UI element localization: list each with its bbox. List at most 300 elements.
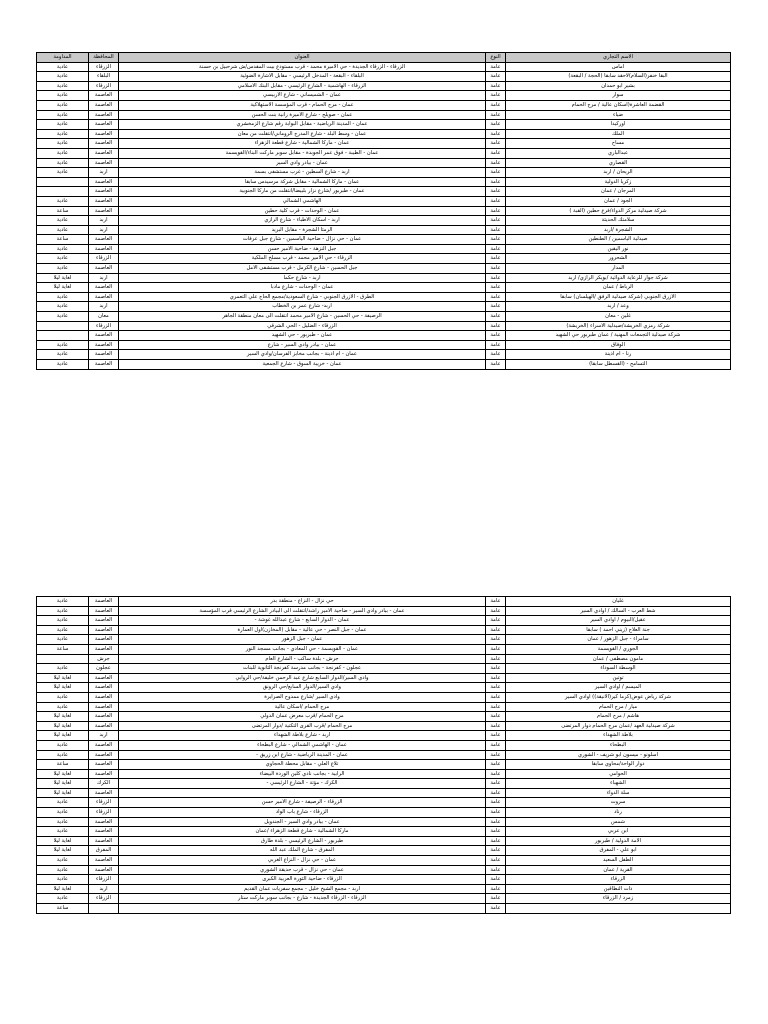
cell-gov: العاصمة [89,110,119,120]
cell-shift: عادية [37,817,89,827]
cell-name: شط العرب - السالك / اوادي السير [506,606,731,616]
table-row [37,616,731,626]
cell-shift: ساعة [37,235,89,245]
table-row [37,836,731,846]
table-row [37,894,731,904]
cell-name: بلاطة الشهداء [506,731,731,741]
cell-shift: عادية [37,865,89,875]
cell-gov: العاصمة [89,616,119,626]
cell-address: حي نزال - النزاع - منطقة بدر [119,597,486,607]
cell-gov: العاصمة [89,750,119,760]
table-row [37,129,731,139]
cell-address [119,904,486,914]
cell-type: عامة [486,808,506,818]
cell-address: عمان - جبل الزهور [119,635,486,645]
cell-gov: العاصمة [89,740,119,750]
cell-type: عامة [486,350,506,360]
cell-gov: العاصمة [89,235,119,245]
cell-type: عامة [486,120,506,130]
table-row [37,321,731,331]
cell-address: عمان - وسط البلد - شارع المدرج الروماني/انتقلت من معان [119,129,486,139]
cell-shift: عادية [37,148,89,158]
cell-address: الرمثا الشجرة - مقابل البريد [119,225,486,235]
cell-name: الوفاق [506,340,731,350]
cell-name: اوركيدا [506,120,731,130]
cell-address: الزرقاء - شارع باب الواد [119,808,486,818]
cell-shift: عادية [37,597,89,607]
cell-gov: العاصمة [89,139,119,149]
cell-gov: العاصمة [89,196,119,206]
cell-shift: لغاية ليلا [37,283,89,293]
cell-address: الرابية - بجانب نادي كلين الوردة البيضاء [119,769,486,779]
cell-type: عامة [486,302,506,312]
cell-gov: العاصمة [89,148,119,158]
table-row [37,683,731,693]
cell-address: اربد - اسكان الاطباء - شارع الرازي [119,216,486,226]
cell-address: عمان - الوحدات - قرب كلية حطين [119,206,486,216]
table-row [37,884,731,894]
cell-type: عامة [486,264,506,274]
cell-shift: عادية [37,168,89,178]
cell-gov: العاصمة [89,264,119,274]
cell-name: سروت [506,798,731,808]
table-row [37,292,731,302]
table-row [37,62,731,72]
cell-shift: عادية [37,702,89,712]
cell-address: عمان - مرج الحمام - قرب المؤسسة الاستهلاكية [119,100,486,110]
table-row [37,81,731,91]
cell-address: الزرقاء - الضليل - الحي الشرقي [119,321,486,331]
cell-type: عامة [486,664,506,674]
cell-name: شركة صيدلية التجمعات المهنية / عمان طبربور حي الشهيد [506,331,731,341]
cell-name: ابو علي - المفرق [506,846,731,856]
cell-gov: العاصمة [89,712,119,722]
cell-address: الطرق - الازرق الجنوبي - شارع السعودية/مجمع الحاج علي التعمري [119,292,486,302]
cell-type: عامة [486,654,506,664]
table-row [37,254,731,264]
cell-name: شركة صيدلية مركز الدواء/فرع حطين (القبة ) [506,206,731,216]
cell-type: عامة [486,760,506,770]
cell-gov: العاصمة [89,100,119,110]
cell-address: الهاشمي الشمالي [119,196,486,206]
cell-name: مامون مصطفى / عمان [506,654,731,664]
cell-address: وادي السير /شارع ممدوح الصرايرة [119,692,486,702]
cell-type: عامة [486,129,506,139]
cell-name: المدار [506,264,731,274]
cell-type: عامة [486,273,506,283]
cell-type: عامة [486,779,506,789]
cell-type: عامة [486,721,506,731]
cell-type: عامة [486,606,506,616]
cell-gov: العاصمة [89,836,119,846]
cell-gov: اربد [89,168,119,178]
cell-type: عامة [486,321,506,331]
cell-gov: العاصمة [89,692,119,702]
cell-address: البلقاء - البقعة - المدخل الرئيسي - مقابل الاشارة الضوئية [119,72,486,82]
cell-name: رنا - ام اذينة [506,350,731,360]
cell-type: عامة [486,731,506,741]
cell-name: دوار الواحة/محاوي سابقا [506,760,731,770]
cell-shift: عادية [37,798,89,808]
cell-name: التسامح - (القسطل سابقا) [506,360,731,370]
table-header-row [37,53,731,63]
header-name: الاسم التجاري [506,53,731,63]
cell-name: الريحان / اربد [506,168,731,178]
table-row [37,331,731,341]
cell-name [506,904,731,914]
cell-gov: العاصمة [89,856,119,866]
table-row [37,360,731,370]
table-row [37,283,731,293]
table-row [37,168,731,178]
table-row [37,769,731,779]
cell-type: عامة [486,616,506,626]
cell-shift: عادية [37,225,89,235]
cell-shift [37,177,89,187]
cell-type: عامة [486,597,506,607]
cell-name: الزرقاء [506,875,731,885]
cell-shift: عادية [37,894,89,904]
cell-name: نور اليقين [506,244,731,254]
cell-gov: البلقاء [89,72,119,82]
cell-address: الزرقاء - الرصيفة - شارع الامير حسن [119,798,486,808]
cell-shift: لغاية ليلا [37,731,89,741]
cell-shift: لغاية ليلا [37,712,89,722]
cell-shift: عادية [37,360,89,370]
cell-shift [37,654,89,664]
cell-gov: العاصمة [89,206,119,216]
cell-gov: اربد [89,884,119,894]
cell-gov: الزرقاء [89,808,119,818]
cell-address: عمان - الطيبة - فوق عمر الجوبدة - مقابل سوبر ماركت البناء/القويسمة [119,148,486,158]
cell-shift: عادية [37,740,89,750]
cell-type: عامة [486,904,506,914]
table-row [37,654,731,664]
cell-type: عامة [486,100,506,110]
cell-name: سلامتك الحديثة [506,216,731,226]
cell-shift: عادية [37,692,89,702]
cell-gov: العاصمة [89,360,119,370]
cell-type: عامة [486,168,506,178]
cell-name: البقا خنفر(السلام)لاحقد سابقا (الحجة / البقعة) [506,72,731,82]
table-row [37,702,731,712]
cell-type: عامة [486,331,506,341]
cell-name: ميار / مرج الحمام [506,702,731,712]
cell-name: ذات النطاقين [506,884,731,894]
cell-gov: العاصمة [89,760,119,770]
cell-address: الكرك - مؤتة - الشارع الرئيسي - [119,779,486,789]
cell-shift: عادية [37,216,89,226]
table-row [37,110,731,120]
cell-shift: عادية [37,635,89,645]
cell-type: عامة [486,673,506,683]
cell-shift: عادية [37,302,89,312]
cell-gov: العاصمة [89,625,119,635]
cell-shift: عادية [37,616,89,626]
table-row [37,120,731,130]
cell-address: ماركا الشمالية - شارع قطعة الزهراء /عمان [119,827,486,837]
cell-gov: العاصمة [89,340,119,350]
cell-address: اربد - شارع السطين - غرب مستشفى بسمة [119,168,486,178]
cell-gov: عجلون [89,664,119,674]
header-gov: المحافظة [89,53,119,63]
cell-type: عامة [486,884,506,894]
cell-address: مرج الحمام /قرب القرى التكتية /دوار المرتضى [119,721,486,731]
cell-address: عمان - الدوار السابع - شارع عبدالله غوشة - [119,616,486,626]
cell-type: عامة [486,225,506,235]
cell-gov: العاصمة [89,702,119,712]
cell-shift: عادية [37,264,89,274]
cell-address: طبربور - الشارع الرئيسي - بلدة طارق [119,836,486,846]
cell-shift: عادية [37,196,89,206]
cell-name: هاشم / مرج الحمام [506,712,731,722]
cell-address: عمان - ماركا الشمالية - مقابل شركة مرسيدس سابقا [119,177,486,187]
cell-name: شمس [506,817,731,827]
cell-shift: عادية [37,875,89,885]
pharmacy-table-1 [36,52,731,370]
cell-address: وادي السير/الدوار السابع شارع عبد الرحمن خليفة/حي الروابي [119,673,486,683]
cell-address: عمان - القويسمة - حي المعادي - بجانب مسجد النور [119,644,486,654]
cell-address: عجلون - كفرنجة - بجانب مدرسة كفرنجة الثانوية للبنات [119,664,486,674]
cell-shift: عادية [37,139,89,149]
table-row [37,740,731,750]
cell-address: عمان - خريبة السوق - شارع الجمعية [119,360,486,370]
cell-address [119,788,486,798]
table-row [37,846,731,856]
cell-name: الملك [506,129,731,139]
cell-gov: العاصمة [89,292,119,302]
table-row [37,779,731,789]
cell-shift: عادية [37,856,89,866]
cell-address: اربد - مجمع الشيخ خليل - مجمع سفريات عمان القديم [119,884,486,894]
cell-type: عامة [486,62,506,72]
table-row [37,827,731,837]
cell-type: عامة [486,139,506,149]
cell-type: عامة [486,712,506,722]
cell-gov: اربد [89,273,119,283]
cell-type: عامة [486,625,506,635]
cell-gov [89,904,119,914]
cell-shift: عادية [37,91,89,101]
header-shift: المداومة [37,53,89,63]
cell-type: عامة [486,196,506,206]
cell-name: بشير ابو حمدان [506,81,731,91]
cell-shift: لغاية ليلا [37,846,89,856]
cell-shift [37,321,89,331]
table-row [37,664,731,674]
cell-gov: الزرقاء [89,62,119,72]
cell-type: عامة [486,216,506,226]
cell-address: عمان - بيادر وادي السير - الجندويل [119,817,486,827]
cell-type: عامة [486,788,506,798]
cell-shift: عادية [37,750,89,760]
cell-name: الجود / عمان [506,196,731,206]
cell-shift: ساعة [37,760,89,770]
cell-gov: العاصمة [89,673,119,683]
table-row [37,187,731,197]
table-row [37,264,731,274]
cell-gov: العاصمة [89,187,119,197]
cell-shift: لغاية ليلا [37,769,89,779]
cell-shift: عادية [37,72,89,82]
cell-address: الرصيفة - حي الحسين - شارع الامير محمد انتقلت الى معان منطقة الجاهر [119,312,486,322]
cell-shift: عادية [37,312,89,322]
table-row [37,216,731,226]
cell-shift: عادية [37,827,89,837]
cell-address: عمان - طبربور - حي الشهيد [119,331,486,341]
cell-shift: عادية [37,625,89,635]
cell-gov: اربد [89,302,119,312]
cell-gov: اربد [89,225,119,235]
cell-address: عمان - الوحدات - شارع مادبا [119,283,486,293]
cell-type: عامة [486,856,506,866]
cell-address: عمان - الشميساني - شارع الاربيسي [119,91,486,101]
cell-address: الزرقاء - الزرقاء الجديدة - حي الاميرة محمد - قرب مستودع بيت المقدس/ش شرحبيل بن حسنة [119,62,486,72]
cell-gov: معان [89,312,119,322]
cell-shift: ساعة [37,644,89,654]
cell-name: مساح [506,139,731,149]
cell-gov: الزرقاء [89,254,119,264]
table-row [37,350,731,360]
cell-name: زمرد / الزرقاء [506,894,731,904]
cell-name: عقيل/البيوم / اوادي السير [506,616,731,626]
cell-address: عمان - جبل النصر - حي عالية - مقابل (المخازن)اول العمارة [119,625,486,635]
cell-name: الشحرور [506,254,731,264]
cell-type: عامة [486,177,506,187]
table-row [37,625,731,635]
cell-type: عامة [486,283,506,293]
cell-address: الزرقاء - حي الامير محمد - قرب مسلخ الملكية [119,254,486,264]
table-row [37,731,731,741]
cell-name: سوار [506,91,731,101]
cell-name: غليان [506,597,731,607]
cell-shift: عادية [37,350,89,360]
cell-shift: عادية [37,120,89,130]
cell-name: شركة رياض عوض(كرما كير(الانيقة)) اوادي السير [506,692,731,702]
table-row [37,721,731,731]
table-row [37,904,731,914]
cell-shift: لغاية ليلا [37,788,89,798]
table-row [37,808,731,818]
cell-gov: الزرقاء [89,798,119,808]
cell-address: عمان - حي نزال - قرب حديقة الشوري [119,865,486,875]
cell-name: ابن عربي [506,827,731,837]
cell-address: المفرق - شارع الملك عبد الله [119,846,486,856]
cell-name: الجوري / القويسمة [506,644,731,654]
table-row [37,158,731,168]
cell-shift: لغاية ليلا [37,673,89,683]
cell-name: المرجان / عمان [506,187,731,197]
cell-name: غلين - معان [506,312,731,322]
cell-shift: عادية [37,808,89,818]
cell-address: عمان - حي نزال - النزاع الغربي [119,856,486,866]
table-row [37,72,731,82]
cell-gov: العاصمة [89,721,119,731]
cell-shift: عادية [37,100,89,110]
cell-address: مرج الحمام /اسكان عالية [119,702,486,712]
cell-name: شركة جوار للرعاية الدوائية /بويكر الرازي/ اربد [506,273,731,283]
cell-shift: لغاية ليلا [37,273,89,283]
cell-address: الزرقاء - الزرقاء الجديدة - شارع - بجانب سوبر ماركت ستار [119,894,486,904]
cell-address: مرج الحمام /قرب معرض عمان الدولي [119,712,486,722]
cell-type: عامة [486,836,506,846]
cell-shift: ساعة [37,206,89,216]
cell-gov: العاصمة [89,331,119,341]
cell-gov: العاصمة [89,244,119,254]
cell-type: عامة [486,312,506,322]
cell-name: جنة العلاج (زيني احمد ) سابقا [506,625,731,635]
table-row [37,875,731,885]
cell-address: عمان - بيادر وادي السير [119,158,486,168]
cell-name: عبدالباري [506,148,731,158]
cell-address: عمان - صويلح - شارع الاميرة رانية بنت الحسن [119,110,486,120]
cell-gov: العاصمة [89,606,119,616]
table-row [37,788,731,798]
cell-type: عامة [486,340,506,350]
cell-type: عامة [486,750,506,760]
cell-gov: العاصمة [89,597,119,607]
cell-name: الوسطة السوداء [506,664,731,674]
cell-address: عمان - الهاشمي الشمالي - شارع البطحاء [119,740,486,750]
cell-address: عمان - طبربور /شارع نزار بلبيضا/انتقلت من ماركا الجنوبية [119,187,486,197]
cell-gov: العاصمة [89,683,119,693]
cell-type: عامة [486,894,506,904]
cell-type: عامة [486,254,506,264]
cell-address: وادي السير/الدوار السابع/حي الرونق [119,683,486,693]
table-row [37,312,731,322]
cell-name: القرية / عمان [506,865,731,875]
cell-gov: العاصمة [89,827,119,837]
table-row [37,148,731,158]
cell-type: عامة [486,798,506,808]
cell-name: الازرق الجنوبي (شركة صيدلية الرفق /الهيلسان) سابقا [506,292,731,302]
cell-type: عامة [486,110,506,120]
header-type: النوع [486,53,506,63]
cell-shift: عادية [37,244,89,254]
cell-gov: العاصمة [89,865,119,875]
cell-name: صيدلية الياسمين / الطنطين [506,235,731,245]
cell-type: عامة [486,81,506,91]
cell-type: عامة [486,292,506,302]
cell-type: عامة [486,702,506,712]
table-row [37,635,731,645]
table-row [37,817,731,827]
table-row [37,91,731,101]
cell-type: عامة [486,72,506,82]
cell-shift: عادية [37,81,89,91]
cell-gov: الزرقاء [89,894,119,904]
cell-gov: الكرك [89,779,119,789]
table-row [37,692,731,702]
cell-shift: عادية [37,340,89,350]
cell-name: زكريا الدولية [506,177,731,187]
table-row [37,244,731,254]
cell-name: شركة صيدلية العهد /عمان مرج الحمام دوار المرتضى [506,721,731,731]
cell-name: الطفل السعيد [506,856,731,866]
cell-shift: عادية [37,62,89,72]
cell-shift [37,187,89,197]
cell-name: الميسم / اوادي السير [506,683,731,693]
cell-address: عمان - ام اذينة - بجانب مخابز الفرسان/وادي السير [119,350,486,360]
cell-gov: الزرقاء [89,875,119,885]
cell-address: عمان - ماركا الشمالية - شارع قطعة الزهراء [119,139,486,149]
cell-gov: العاصمة [89,283,119,293]
header-address: العنوان [119,53,486,63]
cell-type: عامة [486,875,506,885]
cell-name: الشهباء [506,779,731,789]
table-row [37,340,731,350]
cell-shift: عادية [37,254,89,264]
